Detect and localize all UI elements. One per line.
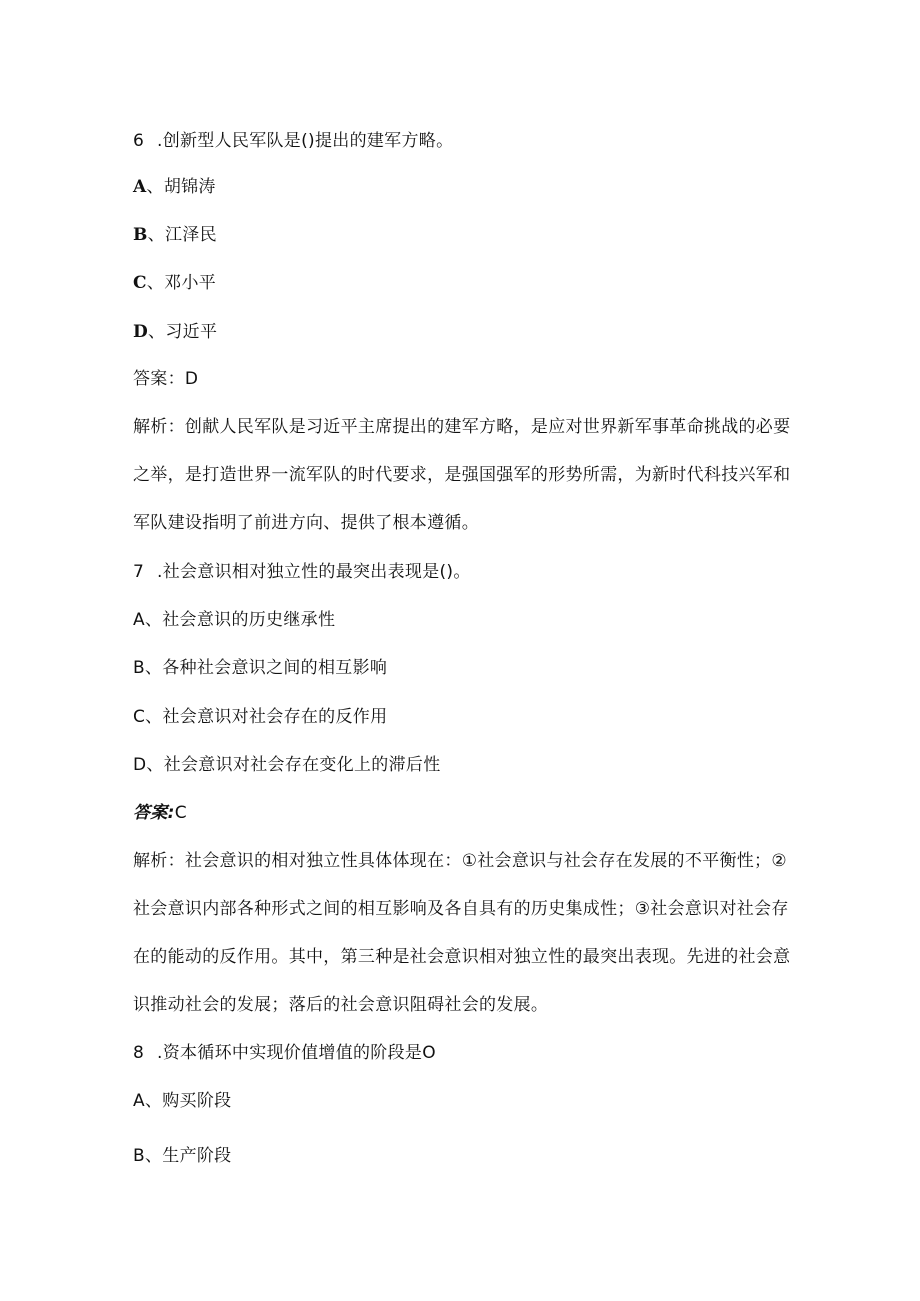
option-letter: A (133, 177, 147, 197)
option-text: 各种社会意识之间的相互影响 (162, 658, 388, 678)
option-letter: C (133, 707, 146, 727)
option-b (133, 656, 387, 680)
analysis-line: 在的能动的反作用。其中，第三种是社会意识相对独立性的最突出表现。先进的社会意 (133, 947, 791, 967)
question-7-stem (133, 560, 471, 584)
question-8-stem (133, 1041, 436, 1065)
option-b (133, 223, 217, 247)
question-text: .资本循环中实现价值增值的阶段是O (157, 1043, 436, 1063)
option-separator: 、 (147, 225, 165, 245)
option-c (133, 271, 216, 295)
answer-value: C (174, 803, 187, 823)
option-separator: 、 (144, 658, 163, 678)
question-text: .社会意识相对独立性的最突出表现是()。 (157, 562, 471, 582)
question-number: 8 (133, 1043, 145, 1063)
option-letter: C (133, 273, 147, 293)
analysis-line: 解析：创献人民军队是习近平主席提出的建军方略，是应对世界新军事革命挑战的必要 (133, 417, 791, 437)
analysis-line: 军队建设指明了前进方向、提供了根本遵循。 (133, 513, 479, 533)
option-separator: 、 (145, 707, 163, 727)
option-separator: 、 (148, 322, 166, 342)
option-text: 邓小平 (164, 273, 217, 293)
option-text: 社会意识的历史继承性 (162, 610, 336, 630)
analysis-line: 解析：社会意识的相对独立性具体体现在：①社会意识与社会存在发展的不平衡性；② (133, 851, 787, 871)
option-separator: 、 (146, 755, 164, 775)
option-letter: A (133, 1091, 145, 1111)
option-b (133, 1144, 231, 1168)
option-a (133, 1089, 231, 1113)
option-letter: A (133, 610, 145, 630)
answer-label: 答案: (133, 803, 175, 823)
option-letter: D (133, 322, 149, 342)
option-text: 生产阶段 (162, 1146, 232, 1166)
option-text: 社会意识对社会存在的反作用 (162, 707, 388, 727)
question-number: 6 (133, 131, 145, 151)
option-letter: B (133, 658, 145, 678)
option-text: 江泽民 (164, 225, 217, 245)
option-text: 胡锦涛 (163, 177, 216, 197)
question-6-stem (133, 129, 453, 153)
answer (133, 801, 187, 825)
analysis-line: 之举，是打造世界一流军队的时代要求，是强国强军的形势所需，为新时代科技兴军和 (133, 465, 791, 485)
option-text: 习近平 (165, 322, 218, 342)
option-a (133, 608, 335, 632)
option-separator: 、 (146, 273, 165, 293)
option-separator: 、 (144, 610, 163, 630)
option-letter: B (133, 1146, 145, 1166)
option-separator: 、 (144, 1091, 163, 1111)
question-text: .创新型人民军队是()提出的建军方略。 (157, 131, 454, 151)
analysis-line: 社会意识内部各种形式之间的相互影响及各自具有的历史集成性；③社会意识对社会存 (133, 899, 789, 919)
answer: 答案：D (133, 369, 199, 389)
option-a (133, 175, 216, 199)
analysis-line: 识推动社会的发展；落后的社会意识阻碍社会的发展。 (133, 995, 549, 1015)
option-d (133, 753, 441, 777)
option-c (133, 705, 387, 729)
option-letter: D (133, 755, 147, 775)
option-separator: 、 (146, 177, 164, 197)
option-d (133, 320, 217, 344)
question-number: 7 (133, 562, 145, 582)
option-text: 社会意识对社会存在变化上的滞后性 (163, 755, 441, 775)
option-separator: 、 (144, 1146, 163, 1166)
option-letter: B (133, 225, 148, 245)
option-text: 购买阶段 (162, 1091, 232, 1111)
